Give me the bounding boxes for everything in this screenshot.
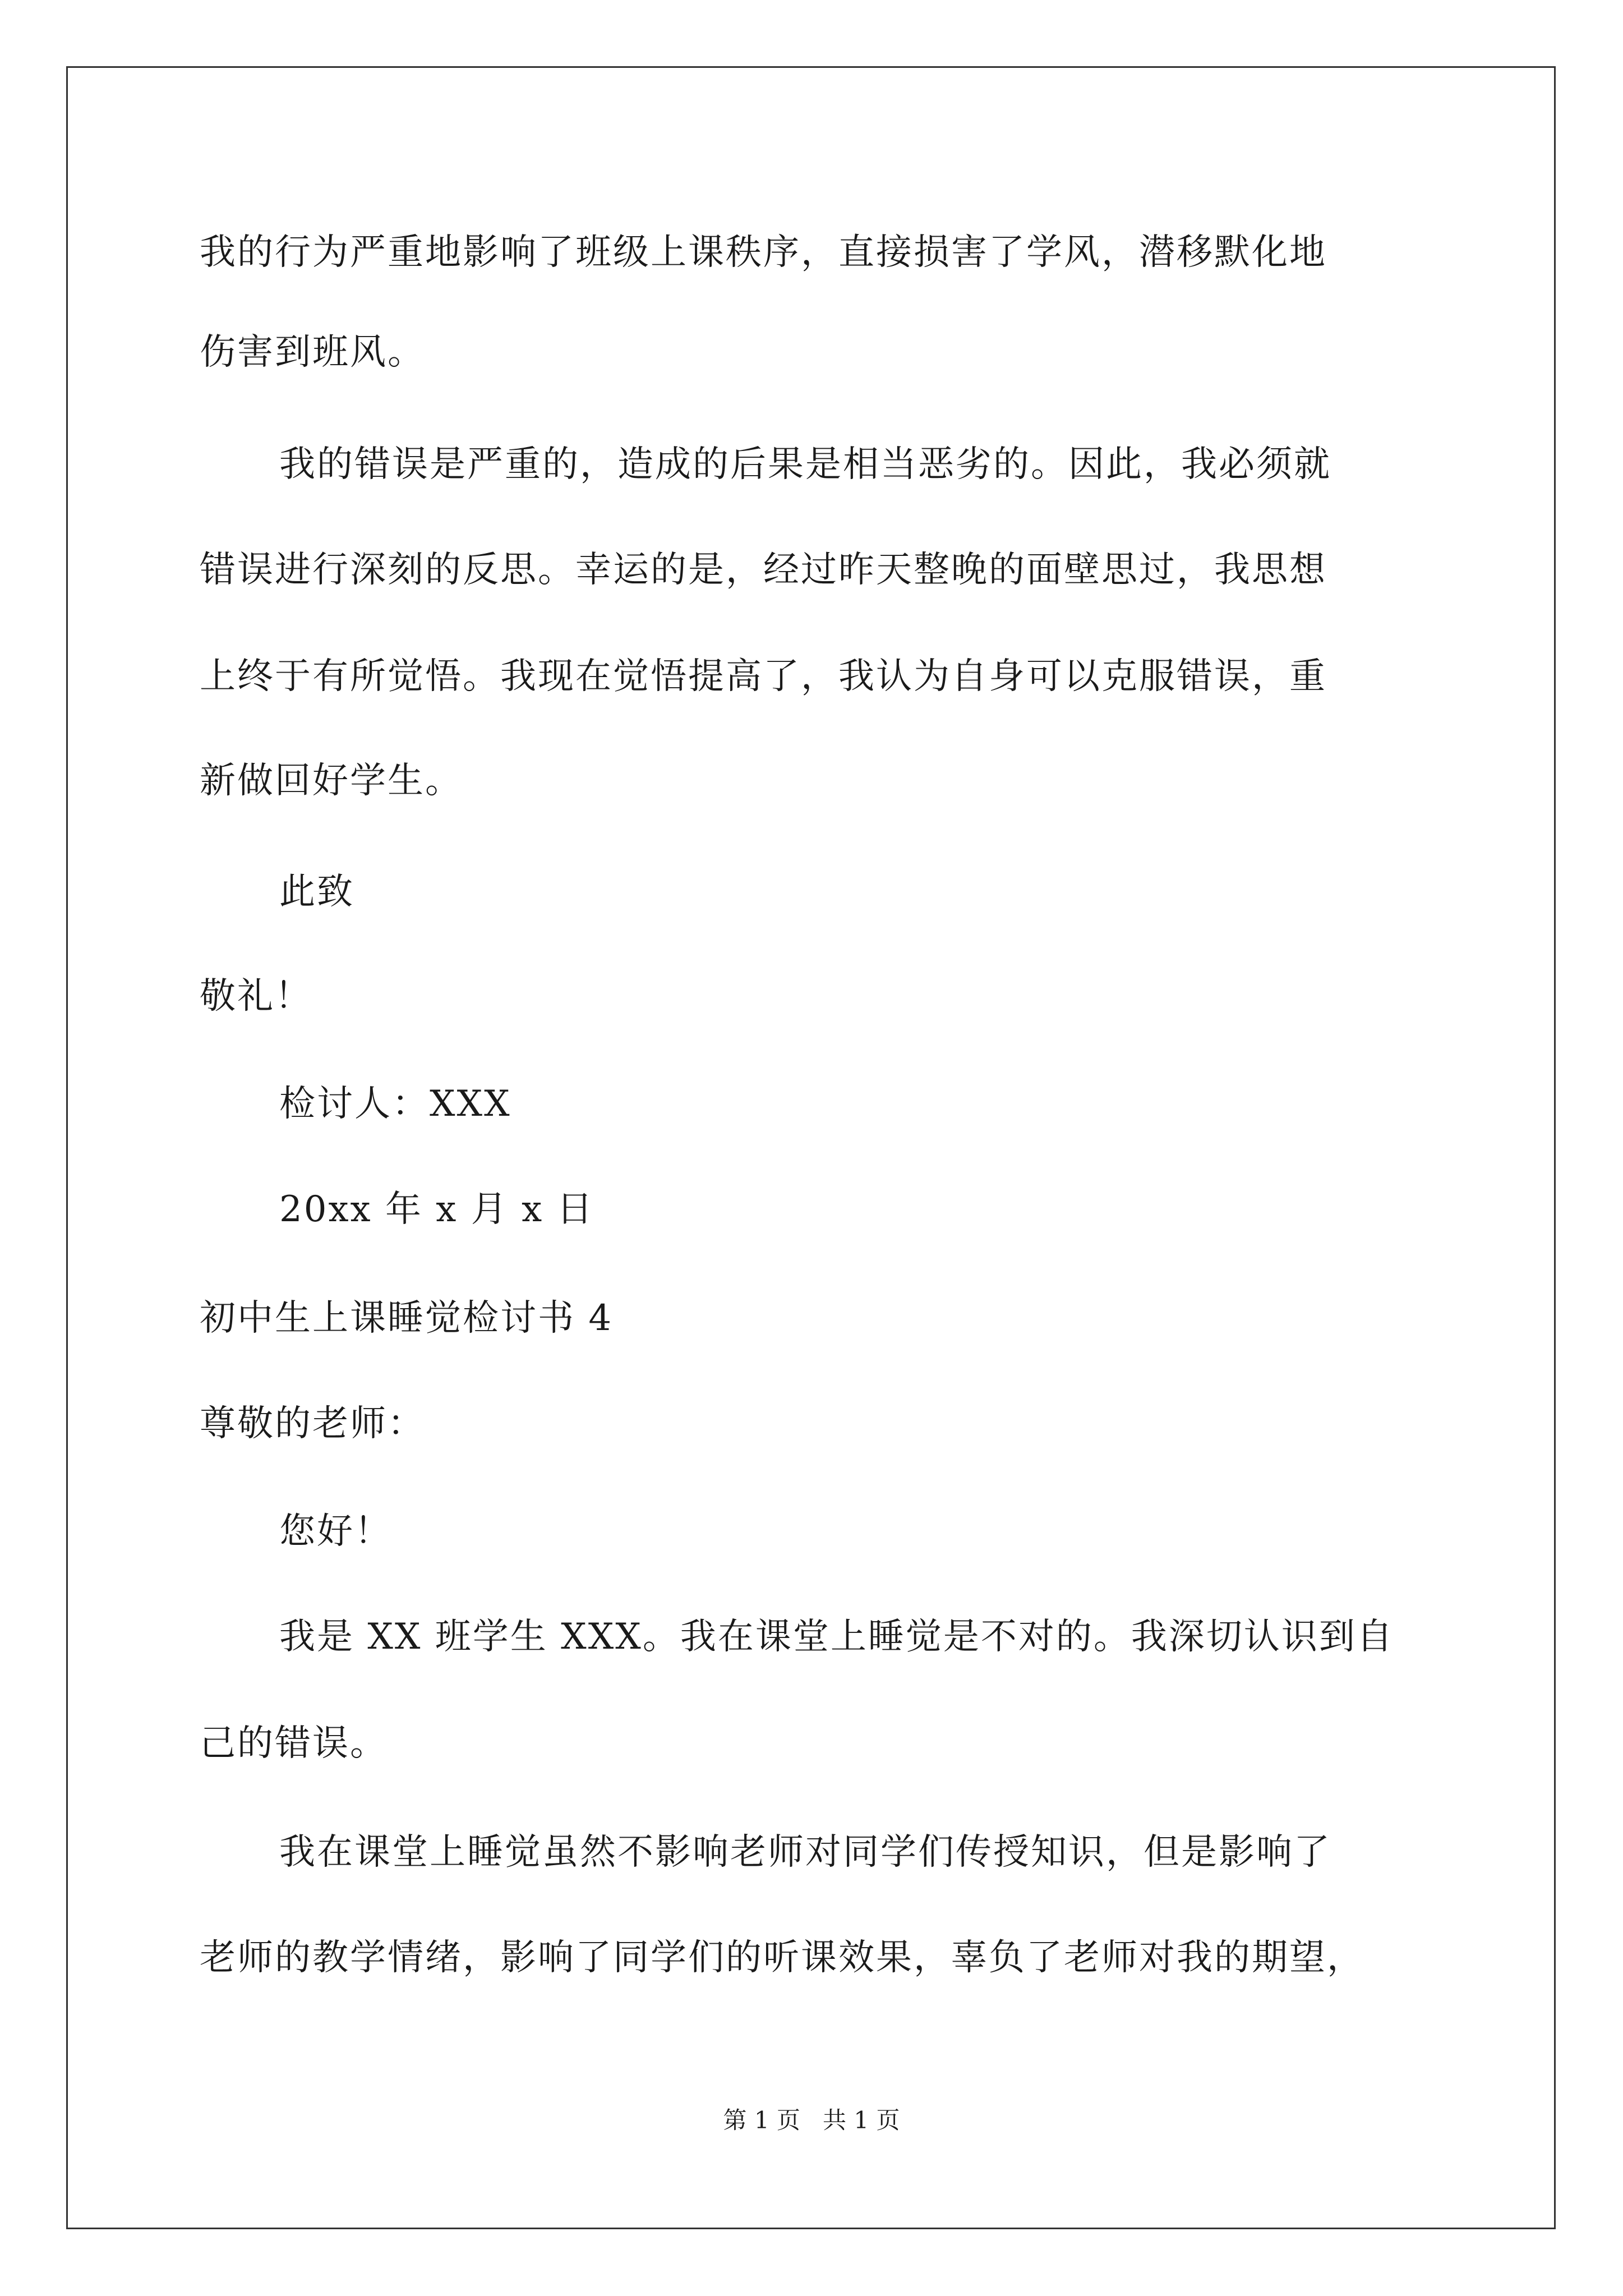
paragraph-line: 我的行为严重地影响了班级上课秩序，直接损害了学风，潜移默化地	[200, 232, 1327, 273]
closing-regards: 敬礼！	[200, 976, 312, 1017]
date-line: 20xx 年 x 月 x 日	[279, 1189, 594, 1230]
paragraph-line: 错误进行深刻的反思。幸运的是，经过昨天整晚的面壁思过，我思想	[200, 549, 1327, 591]
section-title: 初中生上课睡觉检讨书 4	[200, 1297, 614, 1339]
greeting-hello: 您好！	[279, 1511, 392, 1552]
paragraph-line: 新做回好学生。	[200, 760, 463, 802]
paragraph-line: 上终于有所觉悟。我现在觉悟提高了，我认为自身可以克服错误，重	[200, 656, 1327, 697]
signature-line: 检讨人：XXX	[279, 1083, 511, 1125]
paragraph-line: 我在课堂上睡觉虽然不影响老师对同学们传授知识，但是影响了	[279, 1832, 1331, 1873]
greeting-line: 尊敬的老师：	[200, 1403, 425, 1444]
paragraph-line: 老师的教学情绪，影响了同学们的听课效果，辜负了老师对我的期望，	[200, 1937, 1364, 1978]
page-footer: 第 1 页 共 1 页	[723, 2106, 900, 2134]
paragraph-line: 己的错误。	[200, 1723, 388, 1764]
paragraph-line: 伤害到班风。	[200, 332, 425, 373]
closing-salutation: 此致	[279, 871, 354, 913]
page-frame	[66, 66, 1556, 2229]
paragraph-line: 我是 XX 班学生 XXX。我在课堂上睡觉是不对的。我深切认识到自	[279, 1616, 1394, 1658]
paragraph-line: 我的错误是严重的，造成的后果是相当恶劣的。因此，我必须就	[279, 444, 1331, 485]
